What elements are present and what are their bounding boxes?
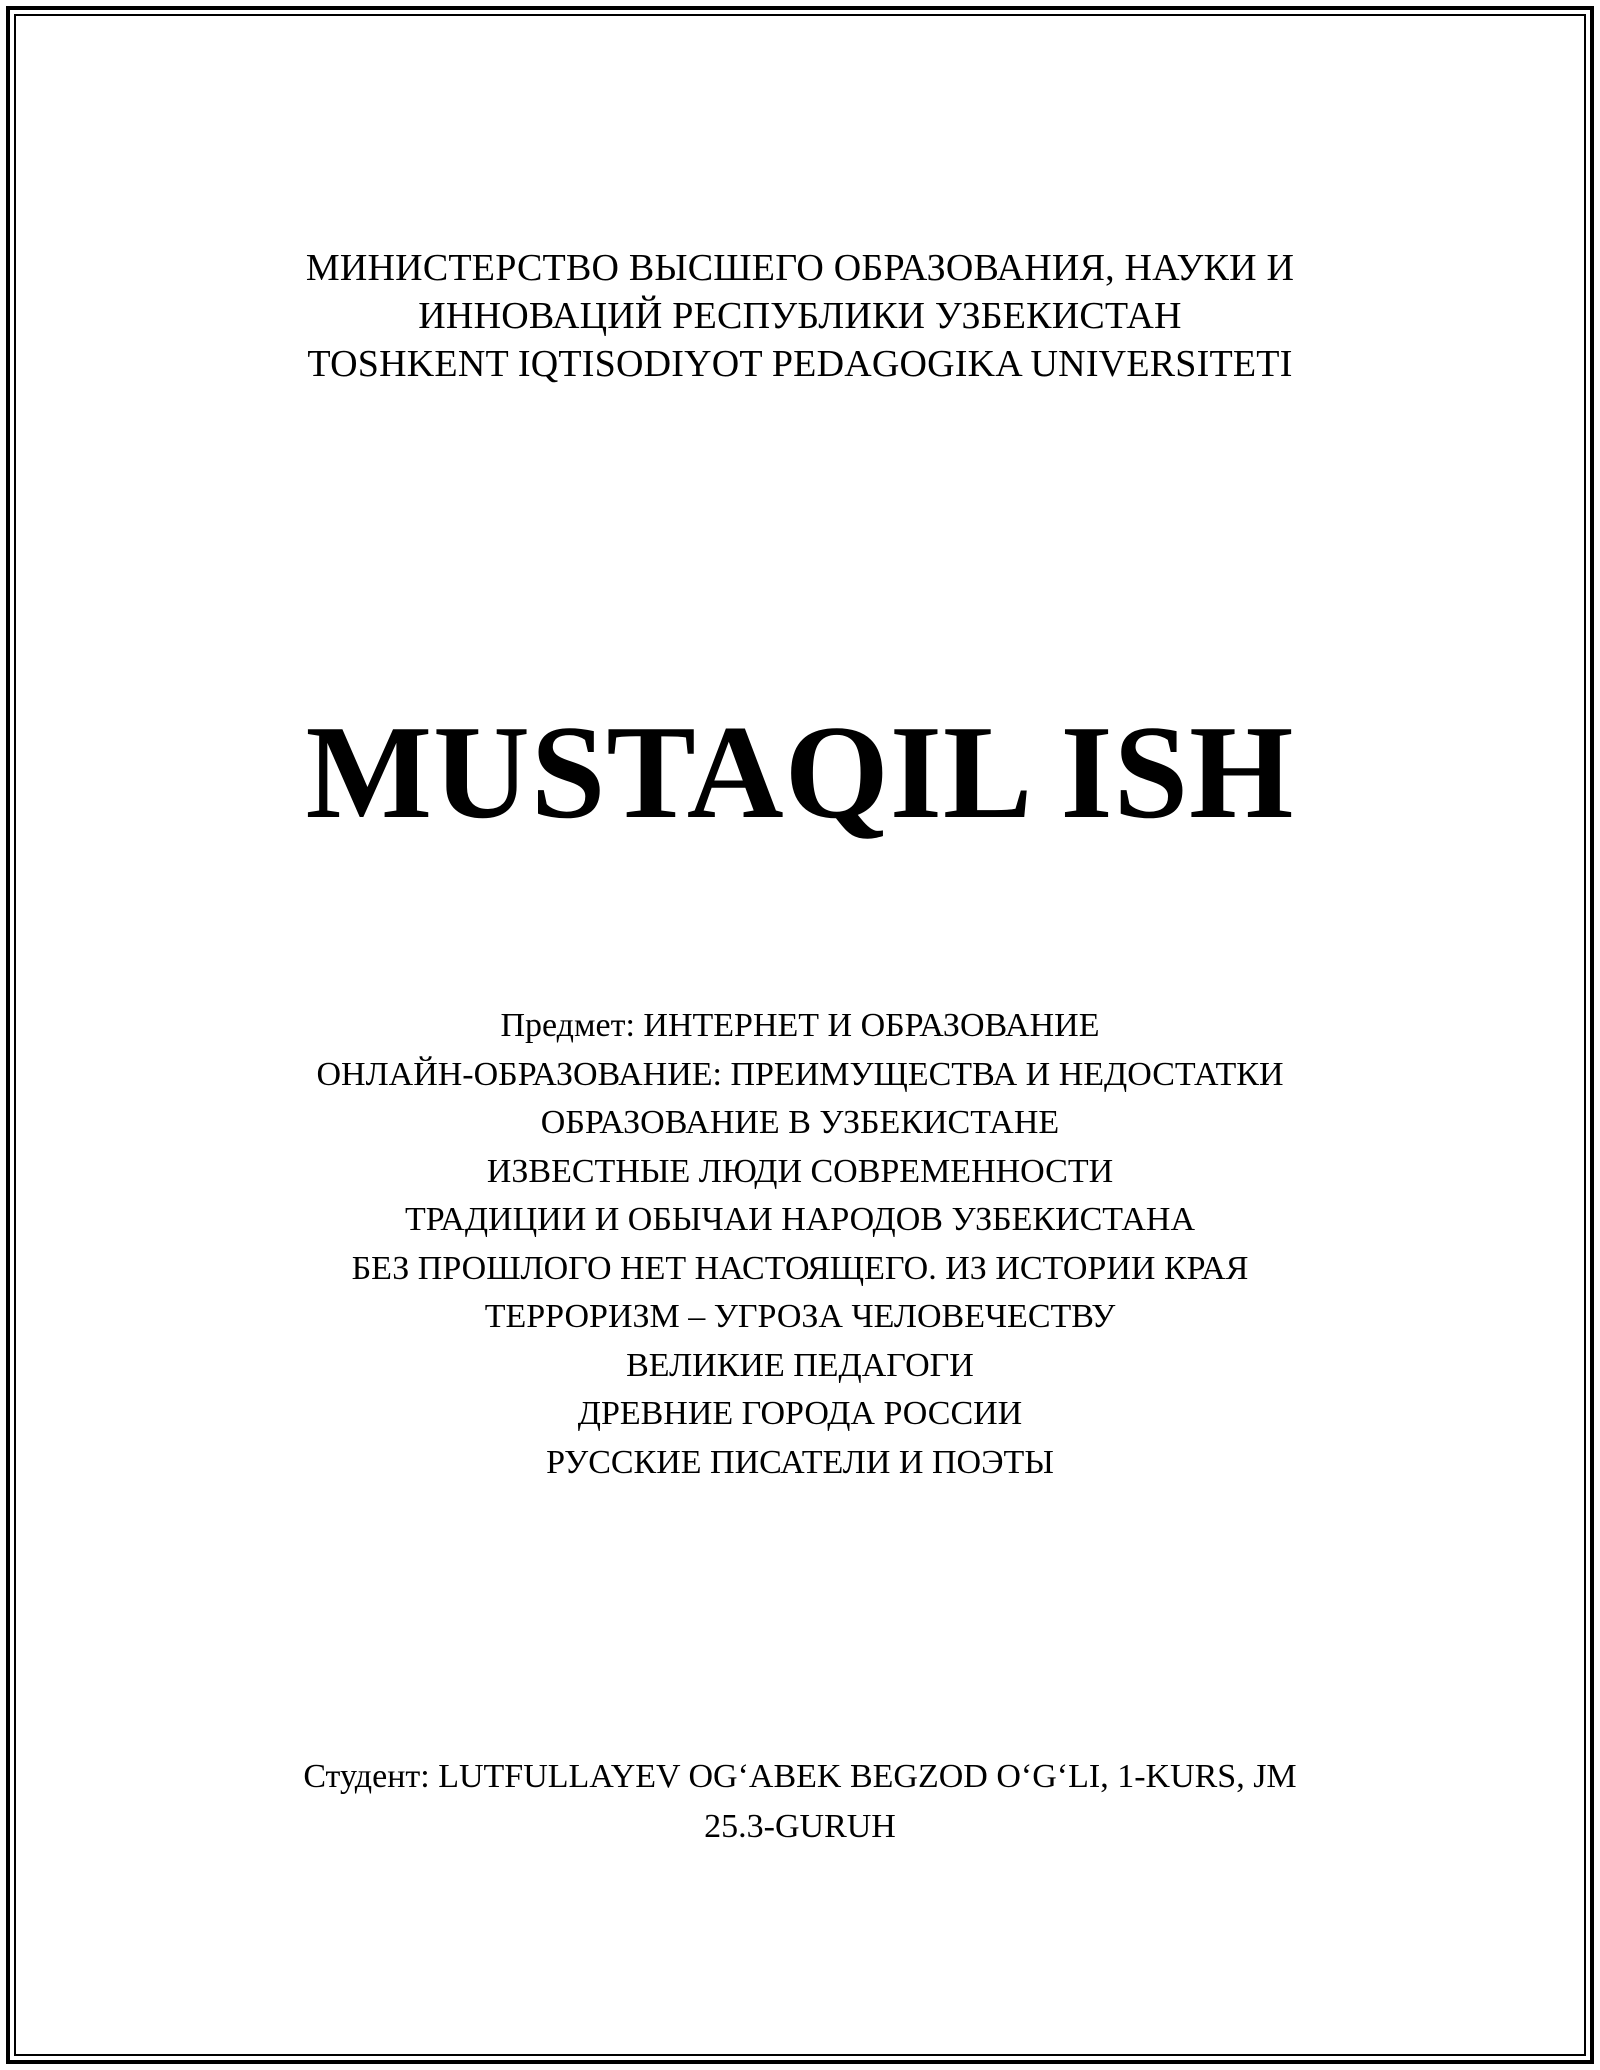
student-info bbox=[0, 1752, 1600, 1852]
topic-item: ОБРАЗОВАНИЕ В УЗБЕКИСТАНЕ bbox=[540, 1104, 1060, 1141]
topic-item: ВЕЛИКИЕ ПЕДАГОГИ bbox=[626, 1346, 974, 1384]
institution-header bbox=[0, 244, 1600, 388]
topic-item: ИЗВЕСТНЫЕ ЛЮДИ СОВРЕМЕННОСТИ bbox=[486, 1152, 1114, 1190]
document-title: MUSTAQIL ISH bbox=[305, 698, 1295, 846]
ministry-line-1: МИНИСТЕРСТВО ВЫСШЕГО ОБРАЗОВАНИЯ, НАУКИ И bbox=[305, 247, 1295, 289]
student-group-line: 25.3-GURUH bbox=[704, 1808, 896, 1845]
topics-list bbox=[0, 1002, 1600, 1487]
topic-item: ТРАДИЦИИ И ОБЫЧАИ НАРОДОВ УЗБЕКИСТАНА bbox=[404, 1201, 1196, 1238]
student-name-line: Студент: LUTFULLAYEV OG‘ABEK BEGZOD O‘G‘LI, 1-KURS, JM bbox=[303, 1758, 1297, 1795]
subject-line: Предмет: ИНТЕРНЕТ И ОБРАЗОВАНИЕ bbox=[500, 1007, 1100, 1044]
university-name: TOSHKENT IQTISODIYOT PEDAGOGIKA UNIVERSITETI bbox=[307, 343, 1293, 385]
ministry-line-2: ИННОВАЦИЙ РЕСПУБЛИКИ УЗБЕКИСТАН bbox=[418, 295, 1182, 337]
topic-item: ТЕРРОРИЗМ – УГРОЗА ЧЕЛОВЕЧЕСТВУ bbox=[484, 1298, 1116, 1335]
topic-item: ДРЕВНИЕ ГОРОДА РОССИИ bbox=[577, 1395, 1023, 1432]
topic-item: ОНЛАЙН-ОБРАЗОВАНИЕ: ПРЕИМУЩЕСТВА И НЕДОСТАТКИ bbox=[316, 1055, 1284, 1093]
topic-item: БЕЗ ПРОШЛОГО НЕТ НАСТОЯЩЕГО. ИЗ ИСТОРИИ КРАЯ bbox=[351, 1249, 1249, 1287]
topic-item: РУССКИЕ ПИСАТЕЛИ И ПОЭТЫ bbox=[546, 1443, 1054, 1481]
